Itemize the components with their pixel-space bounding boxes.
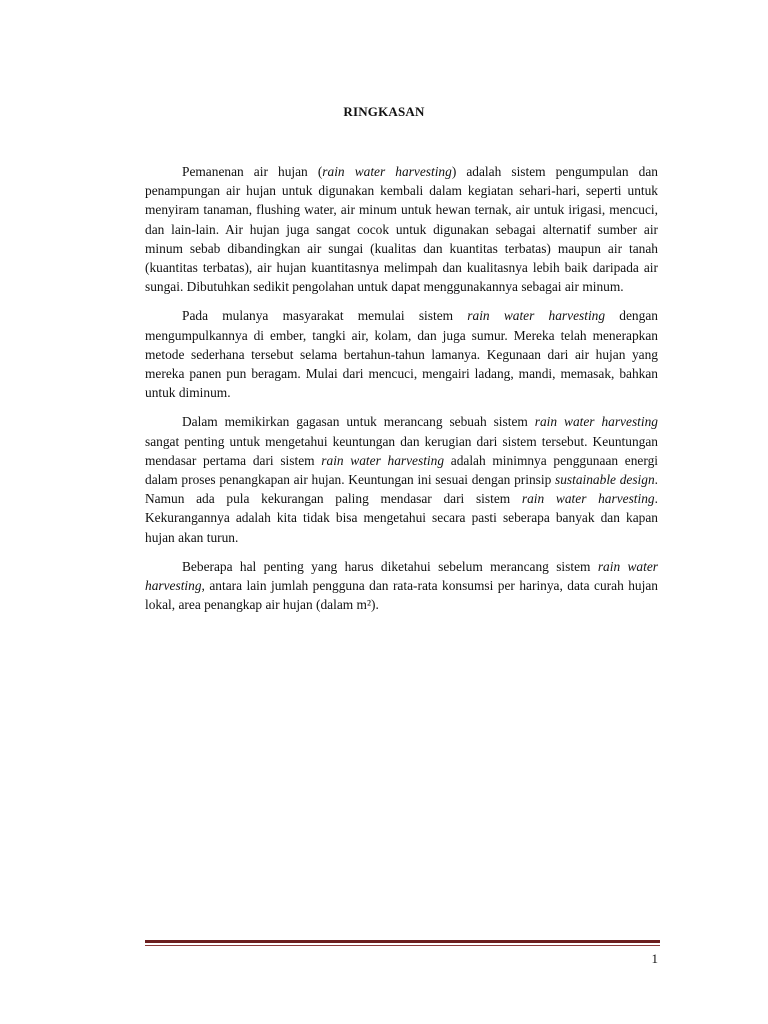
footer-rule-thin: [145, 945, 660, 946]
paragraph-segment: adalah minimnya penggunaan energi dalam proses penangkapan air hujan. Keuntungan ini sesuai dengan prinsip: [145, 452, 659, 488]
paragraph-segment-italic: rain water harvesting: [467, 308, 606, 324]
footer-rule: [145, 940, 660, 943]
paragraph-segment: , antara lain jumlah pengguna dan rata-rata konsumsi per harinya, data curah hujan lokal, area penangkap air hujan (dalam m²).: [145, 578, 658, 613]
paragraph-segment: Beberapa hal penting yang harus diketahui sebelum merancang sistem: [182, 558, 598, 574]
paragraph-segment: Pada mulanya masyarakat memulai sistem: [182, 308, 468, 324]
paragraph-4: [145, 557, 658, 615]
paragraph-segment: . Namun ada pula kekurangan paling mendasar dari sistem: [145, 472, 659, 507]
page-title: RINGKASAN: [343, 104, 425, 119]
paragraph-segment: ) adalah sistem pengumpulan dan penampungan air hujan untuk digunakan kembali dalam kegiatan sehari-hari, seperti untuk menyiram tanaman, flushing water, air minum untuk hewan ternak, air untuk irigasi, mencuci, dan lain-lain. Air hujan juga sangat cocok untuk digunakan sebagai alternatif sumber air minum sebab dibandingkan air sungai (kualitas dan kuantitas terbatas) maupun air tanah (kuantitas terbatas), air hujan kuantitasnya melimpah dan kualitasnya lebih baik daripada air sungai. Dibutuhkan sedikit pengolahan untuk dapat menggunakannya sebagai air minum.: [145, 164, 658, 295]
paragraph-3: [145, 412, 658, 546]
paragraph-segment-italic: rain water harvesting: [321, 452, 445, 468]
paragraph-1: [145, 162, 658, 296]
paragraph-segment: Pemanenan air hujan (: [182, 164, 323, 179]
paragraph-segment-italic: rain water harvesting: [534, 414, 658, 430]
paragraph-segment: dengan mengumpulkannya di ember, tangki air, kolam, dan juga sumur. Mereka telah menerapkan metode sederhana tersebut selama bertahun-tahun lamanya. Kegunaan dari air hujan yang mereka panen pun beragam. Mulai dari mencuci, mengairi ladang, mandi, memasak, bahkan untuk diminum.: [145, 308, 658, 401]
paragraph-segment-italic: rain water harvesting: [322, 164, 452, 179]
page-number: 1: [651, 951, 658, 966]
paragraph-2: [145, 306, 658, 402]
paragraph-segment-italic: sustainable design: [554, 472, 655, 488]
paragraph-segment-italic: rain water harvesting: [521, 491, 655, 507]
paragraph-segment: . Kekurangannya adalah kita tidak bisa mengetahui secara pasti seberapa banyak dan kapan hujan akan turun.: [145, 491, 658, 545]
paragraph-segment: Dalam memikirkan gagasan untuk merancang sebuah sistem: [182, 414, 535, 430]
paragraph-segment: sangat penting untuk mengetahui keuntungan dan kerugian dari sistem tersebut. Keuntungan mendasar pertama dari sistem: [145, 433, 658, 468]
document-body: [145, 162, 658, 624]
paragraph-segment-italic: rain water harvesting: [145, 558, 659, 594]
